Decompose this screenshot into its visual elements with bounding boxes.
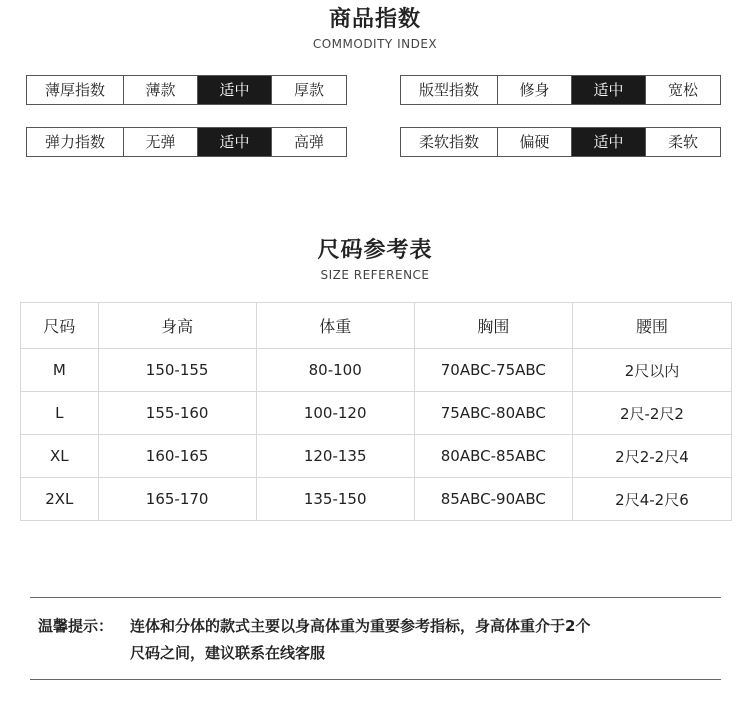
commodity-index-subtitle: COMMODITY INDEX [312,37,438,51]
commodity-index-title: 商品指数 [328,7,421,32]
tip-line-1: 连体和分体的款式主要以身高体重为重要参考指标，身高体重介于2个 [130,617,591,635]
index-option-selected: 适中 [198,128,272,156]
table-cell: 120-135 [256,435,414,478]
table-cell: L [21,392,99,435]
table-cell: 160-165 [98,435,256,478]
index-row-fit [400,75,721,105]
index-row-thickness [26,75,347,105]
index-option: 柔软 [667,133,698,151]
table-row [21,349,732,392]
index-name: 薄厚指数 [27,76,124,104]
table-header: 腰围 [572,303,731,349]
table-cell: 135-150 [256,478,414,521]
table-row [21,392,732,435]
table-cell: 80ABC-85ABC [414,435,572,478]
table-cell: 2尺以内 [572,349,731,392]
table-header: 尺码 [21,303,99,349]
table-header: 胸围 [414,303,572,349]
table-cell: 2尺-2尺2 [572,392,731,435]
table-cell: 75ABC-80ABC [414,392,572,435]
table-cell: XL [21,435,99,478]
table-header: 身高 [98,303,256,349]
index-option: 薄款 [124,76,198,104]
table-cell: 80-100 [256,349,414,392]
table-cell: 165-170 [98,478,256,521]
size-table [20,302,732,521]
size-reference-heading [0,233,750,282]
divider-bottom [30,679,721,680]
table-cell: 85ABC-90ABC [414,478,572,521]
index-option: 厚款 [293,81,324,99]
table-cell: 2XL [21,478,99,521]
table-cell: 150-155 [98,349,256,392]
divider-top [30,597,721,598]
index-row-elasticity [26,127,347,157]
index-option-selected: 适中 [572,128,646,156]
index-option-selected: 适中 [198,76,272,104]
table-cell: 155-160 [98,392,256,435]
index-row-softness [400,127,721,157]
index-option: 偏硬 [498,128,572,156]
table-cell: 100-120 [256,392,414,435]
index-option-selected: 适中 [572,76,646,104]
index-name: 版型指数 [401,76,498,104]
table-cell: 2尺2-2尺4 [572,435,731,478]
tip-block [38,613,728,667]
tip-line-2: 尺码之间，建议联系在线客服 [130,644,326,662]
index-name: 弹力指数 [27,128,124,156]
size-reference-subtitle: SIZE REFERENCE [320,268,430,282]
index-option: 宽松 [667,81,698,99]
table-header-row [21,303,732,349]
table-row [21,435,732,478]
tip-text [130,613,728,667]
size-reference-title: 尺码参考表 [317,238,433,263]
table-row [21,478,732,521]
table-cell: M [21,349,99,392]
table-cell: 2尺4-2尺6 [572,478,731,521]
index-option: 无弹 [124,128,198,156]
tip-label: 温馨提示： [38,617,114,635]
table-header: 体重 [256,303,414,349]
index-option: 高弹 [293,133,324,151]
commodity-index-heading [0,2,750,51]
table-cell: 70ABC-75ABC [414,349,572,392]
index-option: 修身 [498,76,572,104]
index-name: 柔软指数 [401,128,498,156]
